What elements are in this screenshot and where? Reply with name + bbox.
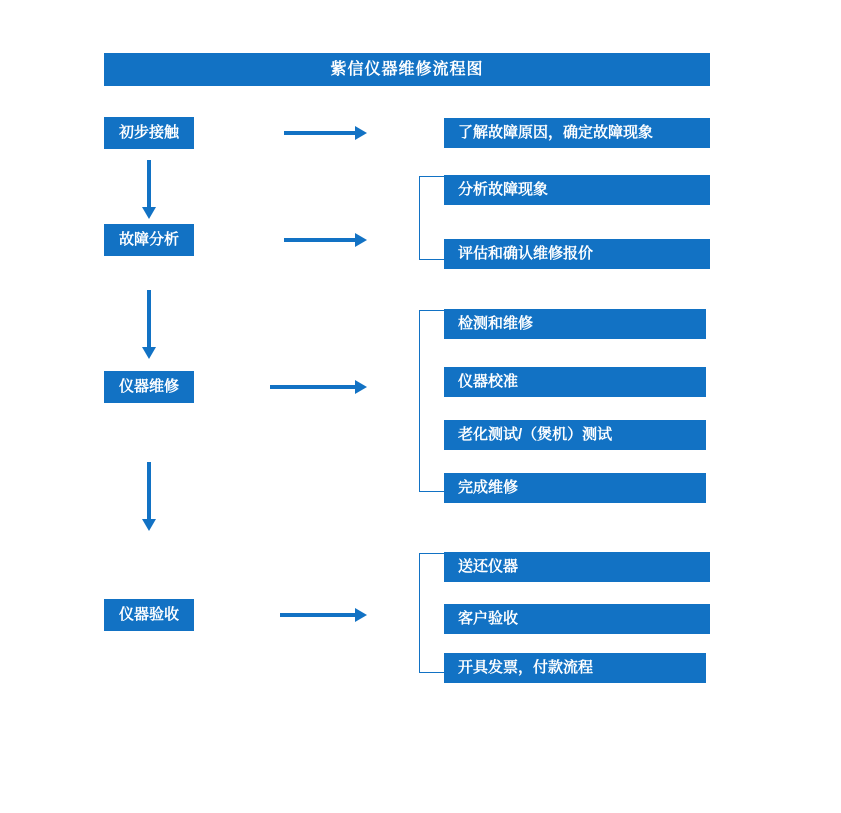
detail-box-fault-analysis-2: 评估和确认维修报价	[444, 239, 710, 269]
detail-box-instrument-repair-4: 完成维修	[444, 473, 706, 503]
detail-box-instrument-acceptance-2: 客户验收	[444, 604, 710, 634]
arrow-right-icon-initial-contact	[284, 131, 356, 135]
detail-box-instrument-repair-3: 老化测试/（煲机）测试	[444, 420, 706, 450]
arrow-down-icon-3	[147, 462, 151, 520]
bracket-icon-instrument-acceptance	[419, 553, 444, 673]
arrow-down-icon-2	[147, 290, 151, 348]
detail-box-fault-analysis-1: 分析故障现象	[444, 175, 710, 205]
detail-box-instrument-acceptance-1: 送还仪器	[444, 552, 710, 582]
detail-box-instrument-repair-2: 仪器校准	[444, 367, 706, 397]
page-title: 紫信仪器维修流程图	[104, 53, 710, 86]
bracket-icon-instrument-repair	[419, 310, 444, 492]
arrow-right-icon-instrument-acceptance	[280, 613, 356, 617]
bracket-icon-fault-analysis	[419, 176, 444, 260]
detail-box-instrument-repair-1: 检测和维修	[444, 309, 706, 339]
arrow-right-icon-instrument-repair	[270, 385, 356, 389]
stage-box-fault-analysis: 故障分析	[104, 224, 194, 256]
stage-box-instrument-acceptance: 仪器验收	[104, 599, 194, 631]
arrow-right-icon-fault-analysis	[284, 238, 356, 242]
stage-box-instrument-repair: 仪器维修	[104, 371, 194, 403]
arrow-down-icon-1	[147, 160, 151, 208]
stage-box-initial-contact: 初步接触	[104, 117, 194, 149]
detail-box-initial-contact-1: 了解故障原因，确定故障现象	[444, 118, 710, 148]
detail-box-instrument-acceptance-3: 开具发票，付款流程	[444, 653, 706, 683]
